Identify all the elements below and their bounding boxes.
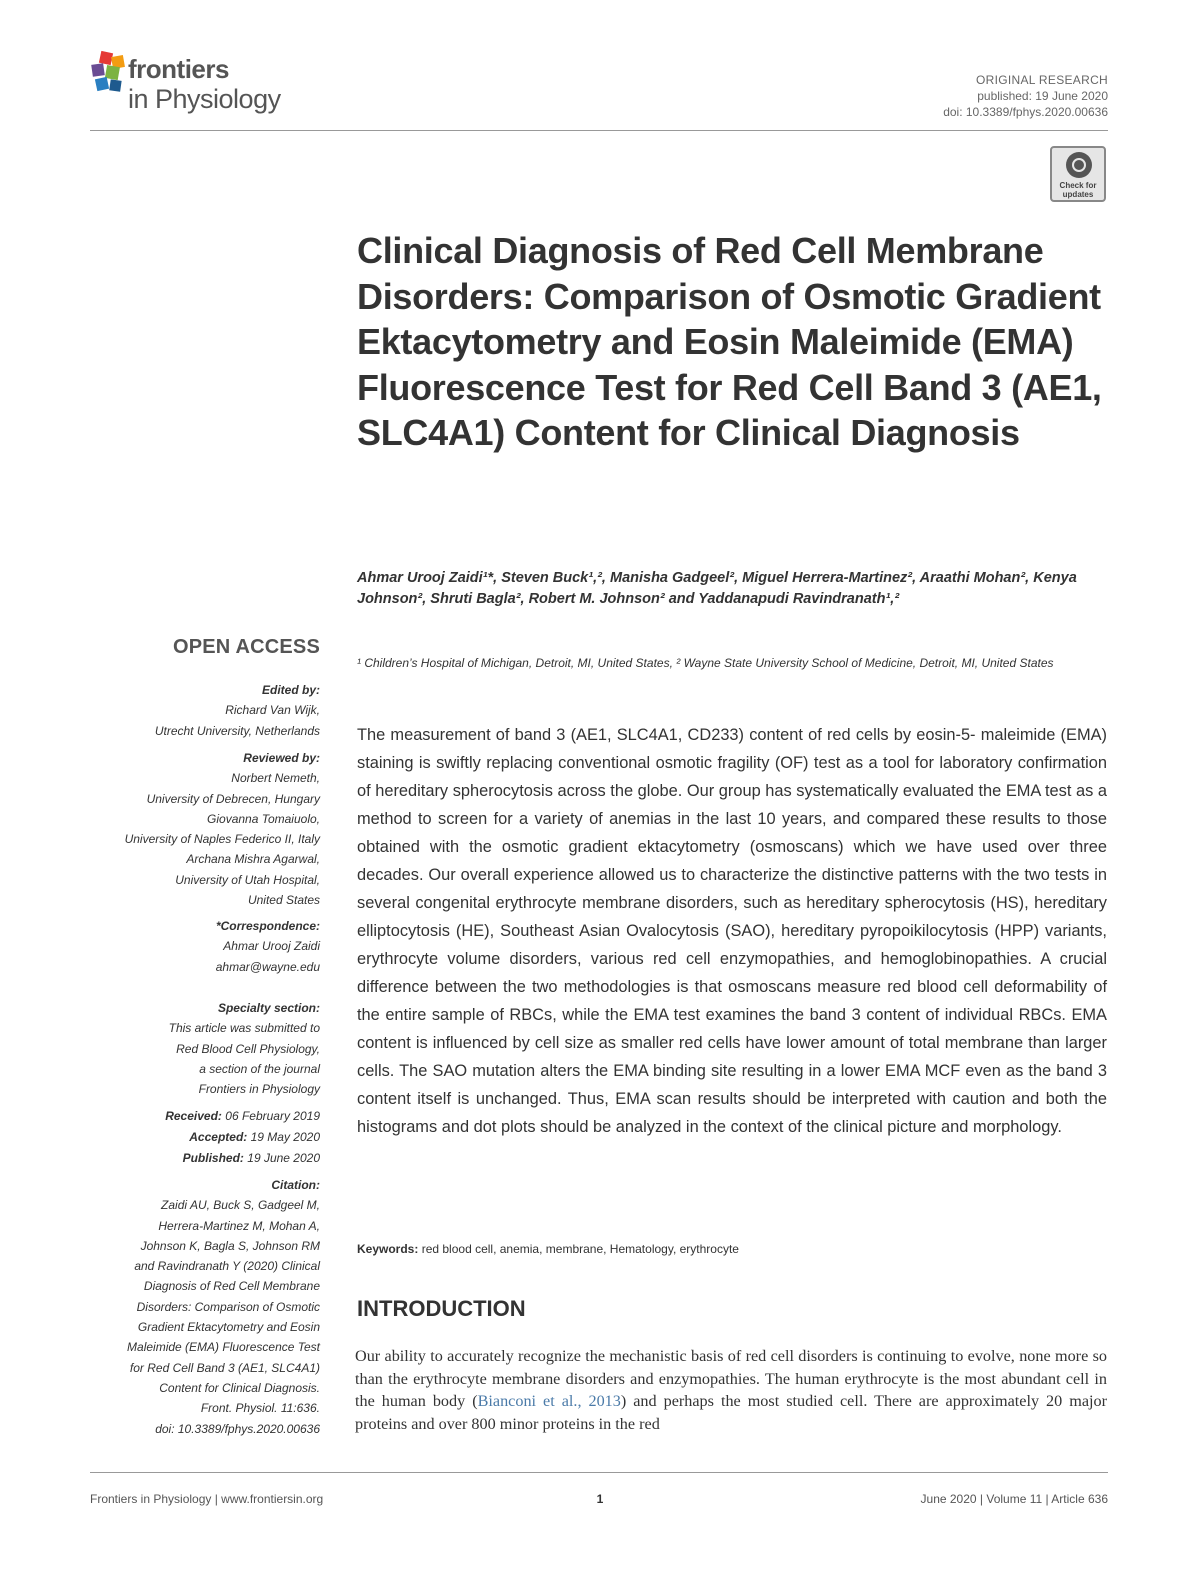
editor-line: Utrecht University, Netherlands	[154, 723, 320, 738]
specialty-line: Red Blood Cell Physiology,	[176, 1041, 320, 1056]
keywords-value: red blood cell, anemia, membrane, Hematology, erythrocyte	[421, 1242, 739, 1256]
frontiers-logo-icon	[90, 50, 130, 96]
footer-volume: June 2020 | Volume 11 | Article 636	[920, 1492, 1108, 1506]
citation-line: and Ravindranath Y (2020) Clinical	[134, 1259, 320, 1274]
correspondence-section	[88, 916, 320, 977]
accepted-label: Accepted:	[189, 1130, 248, 1144]
published-date-sidebar	[88, 1148, 320, 1168]
header-divider	[90, 130, 1108, 131]
reviewer-line: Archana Mishra Agarwal,	[186, 852, 320, 867]
doi[interactable]: doi: 10.3389/fphys.2020.00636	[943, 105, 1108, 119]
received-value: 06 February 2019	[225, 1109, 320, 1123]
reviewer-line: United States	[247, 893, 320, 908]
reviewer-line: Norbert Nemeth,	[231, 771, 320, 786]
affiliations: ¹ Children’s Hospital of Michigan, Detroit, MI, United States, ² Wayne State University School of Medicine, Detroit, MI, United States	[357, 656, 1054, 670]
specialty-line: This article was submitted to	[168, 1021, 320, 1036]
article-title: Clinical Diagnosis of Red Cell Membrane Disorders: Comparison of Osmotic Gradient Ektacytometry and Eosin Maleimide (EMA) Fluorescence Test for Red Cell Band 3 (AE1, SLC4A1) Content for Clinical Diagnosis	[357, 230, 1102, 453]
correspondence-heading: *Correspondence:	[215, 919, 320, 933]
check-updates-label: Check for updates	[1059, 181, 1097, 199]
accepted-date	[88, 1127, 320, 1147]
specialty-section	[88, 998, 320, 1099]
correspondence-email[interactable]: ahmar@wayne.edu	[215, 959, 320, 974]
accepted-value: 19 May 2020	[250, 1130, 320, 1144]
citation-line: Content for Clinical Diagnosis.	[159, 1380, 320, 1395]
introduction-heading: INTRODUCTION	[357, 1296, 526, 1321]
journal-logo	[90, 50, 310, 122]
reviewed-by-heading: Reviewed by:	[243, 751, 320, 765]
published-label: Published:	[182, 1151, 244, 1165]
published-date: published: 19 June 2020	[977, 89, 1108, 103]
citation-line: Diagnosis of Red Cell Membrane	[143, 1279, 320, 1294]
citation-line: Zaidi AU, Buck S, Gadgeel M,	[161, 1198, 320, 1213]
citation-doi[interactable]: doi: 10.3389/fphys.2020.00636	[155, 1421, 320, 1436]
footer-divider	[90, 1472, 1108, 1473]
editor-line: Richard Van Wijk,	[225, 703, 320, 718]
citation-line: Front. Physiol. 11:636.	[200, 1401, 320, 1416]
page-number: 1	[596, 1492, 604, 1506]
keywords	[357, 1242, 1107, 1256]
received-label: Received:	[165, 1109, 222, 1123]
footer-journal[interactable]: Frontiers in Physiology | www.frontiersin.org	[90, 1492, 324, 1506]
introduction-text	[355, 1345, 1107, 1435]
citation-section	[88, 1175, 320, 1439]
citation-line: Disorders: Comparison of Osmotic	[136, 1299, 320, 1314]
article-type: ORIGINAL RESEARCH	[975, 73, 1108, 87]
citation-link[interactable]: Bianconi et al., 2013	[477, 1392, 621, 1411]
reviewer-line: University of Naples Federico II, Italy	[124, 832, 320, 847]
reviewer-line: Giovanna Tomaiuolo,	[207, 811, 320, 826]
intro-text-part: Our ability to accurately recognize the mechanistic basis of red cell disorders is continuing to evolve, none more so than the erythrocyte membrane disorders and enzymopathies. The human erythrocyte is the most abundant cell in the human body (	[355, 1347, 1107, 1411]
published-value: 19 June 2020	[247, 1151, 320, 1165]
article-meta	[943, 72, 1108, 120]
author-list: Ahmar Urooj Zaidi¹*, Steven Buck¹,², Manisha Gadgeel², Miguel Herrera-Martinez², Araathi Mohan², Kenya Johnson², Shruti Bagla², Robert M. Johnson² and Yaddanapudi Ravindranath¹,²	[357, 570, 1077, 607]
reviewer-line: University of Utah Hospital,	[175, 872, 320, 887]
citation-line: for Red Cell Band 3 (AE1, SLC4A1)	[129, 1360, 320, 1375]
specialty-heading: Specialty section:	[217, 1001, 320, 1015]
citation-line: Gradient Ektacytometry and Eosin	[137, 1320, 320, 1335]
check-updates-icon	[1066, 152, 1092, 178]
reviewed-by-section	[88, 748, 320, 910]
citation-heading: Citation:	[271, 1178, 320, 1192]
correspondence-name: Ahmar Urooj Zaidi	[223, 939, 320, 954]
open-access-label: OPEN ACCESS	[172, 636, 320, 658]
reviewer-line: University of Debrecen, Hungary	[146, 791, 320, 806]
citation-line: Herrera-Martinez M, Mohan A,	[158, 1218, 320, 1233]
intro-text-part: ) and perhaps the most studied cell. There are approximately 20 major proteins and over 800 minor proteins in the red	[355, 1392, 1107, 1433]
logo-journal-text: in Physiology	[128, 84, 281, 114]
check-for-updates-button[interactable]	[1050, 146, 1106, 202]
citation-line: Maleimide (EMA) Fluorescence Test	[127, 1340, 320, 1355]
abstract: The measurement of band 3 (AE1, SLC4A1, CD233) content of red cells by eosin-5- maleimide (EMA) staining is swiftly replacing conventional osmotic fragility (OF) test as a tool for laboratory confirmation of hereditary spherocytosis across the globe. Our group has systematically evaluated the EMA test as a method to screen for a variety of anemias in the last 10 years, and compared these results to those obtained with the osmotic gradient ektacytometry (osmoscans) which we have used over three decades. Our overall experience allowed us to characterize the distinctive patterns with the two tests in several congenital erythrocyte membrane disorders, such as hereditary spherocytosis (HS), hereditary elliptocytosis (HE), Southeast Asian Ovalocytosis (SAO), hereditary pyropoikilocytosis (HPP) variants, erythrocyte volume disorders, various red cell enzymopathies, and hemoglobinopathies. A crucial difference between the two methodologies is that osmoscans measure red blood cell deformability of the entire sample of RBCs, while the EMA test examines the band 3 content of individual RBCs. EMA content is influenced by cell size as smaller red cells have lower amount of total membrane than larger cells. The SAO mutation alters the EMA binding site resulting in a lower EMA MCF even as the band 3 content itself is unchanged. Thus, EMA scan results should be interpreted with caution and both the histograms and dot plots should be analyzed in the context of the clinical picture and morphology.	[357, 726, 1107, 1136]
edited-by-heading: Edited by:	[261, 683, 320, 697]
citation-line: Johnson K, Bagla S, Johnson RM	[140, 1238, 320, 1253]
logo-frontiers-text: frontiers	[128, 54, 229, 84]
specialty-line: Frontiers in Physiology	[198, 1082, 320, 1097]
received-date	[88, 1106, 320, 1126]
specialty-line: a section of the journal	[199, 1061, 320, 1076]
keywords-label: Keywords:	[357, 1242, 419, 1256]
edited-by-section	[88, 680, 320, 741]
